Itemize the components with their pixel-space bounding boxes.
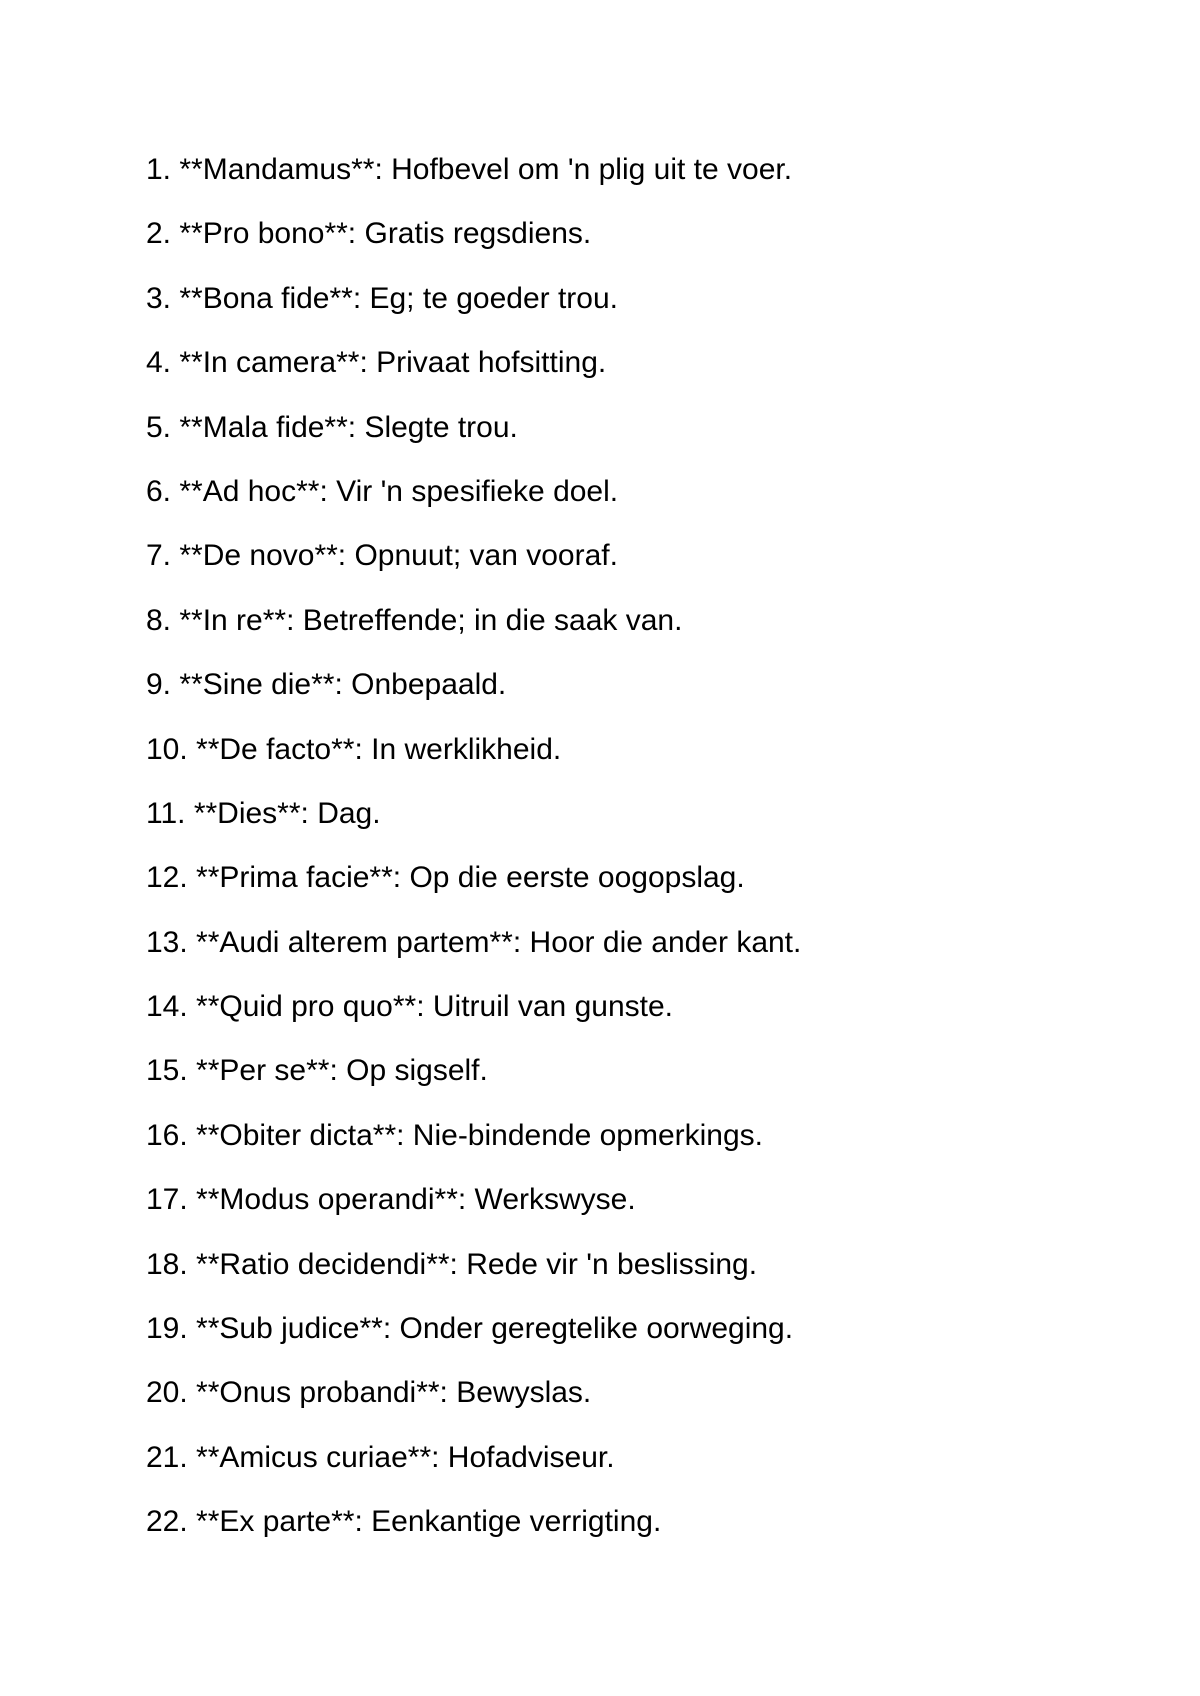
list-item: 1. **Mandamus**: Hofbevel om 'n plig uit te voer. (146, 153, 793, 186)
list-item: 6. **Ad hoc**: Vir 'n spesifieke doel. (146, 474, 619, 508)
term-list (146, 138, 1126, 1555)
list-item: 3. **Bona fide**: Eg; te goeder trou. (146, 281, 618, 315)
list-item: 12. **Prima facie**: Op die eerste oogopslag. (146, 861, 745, 895)
list-item: 9. **Sine die**: Onbepaald. (146, 668, 507, 702)
list-item: 19. **Sub judice**: Onder geregtelike oorweging. (146, 1312, 794, 1346)
list-item: 14. **Quid pro quo**: Uitruil van gunste. (146, 990, 673, 1024)
list-item: 22. **Ex parte**: Eenkantige verrigting. (146, 1505, 662, 1539)
list-item: 2. **Pro bono**: Gratis regsdiens. (146, 217, 592, 251)
list-item: 13. **Audi alterem partem**: Hoor die ander kant. (146, 925, 802, 959)
list-item: 10. **De facto**: In werklikheid. (146, 732, 562, 766)
list-item: 21. **Amicus curiae**: Hofadviseur. (146, 1440, 615, 1474)
list-item: 20. **Onus probandi**: Bewyslas. (146, 1376, 592, 1410)
list-item: 17. **Modus operandi**: Werkswyse. (146, 1183, 636, 1217)
list-item: 15. **Per se**: Op sigself. (146, 1054, 488, 1088)
list-item: 11. **Dies**: Dag. (146, 796, 381, 830)
list-item: 16. **Obiter dicta**: Nie-bindende opmerkings. (146, 1118, 764, 1152)
list-item: 4. **In camera**: Privaat hofsitting. (146, 346, 607, 380)
list-item: 18. **Ratio decidendi**: Rede vir 'n beslissing. (146, 1247, 758, 1281)
list-item: 7. **De novo**: Opnuut; van vooraf. (146, 539, 618, 573)
list-item: 8. **In re**: Betreffende; in die saak van. (146, 603, 683, 637)
list-item: 5. **Mala fide**: Slegte trou. (146, 410, 518, 444)
